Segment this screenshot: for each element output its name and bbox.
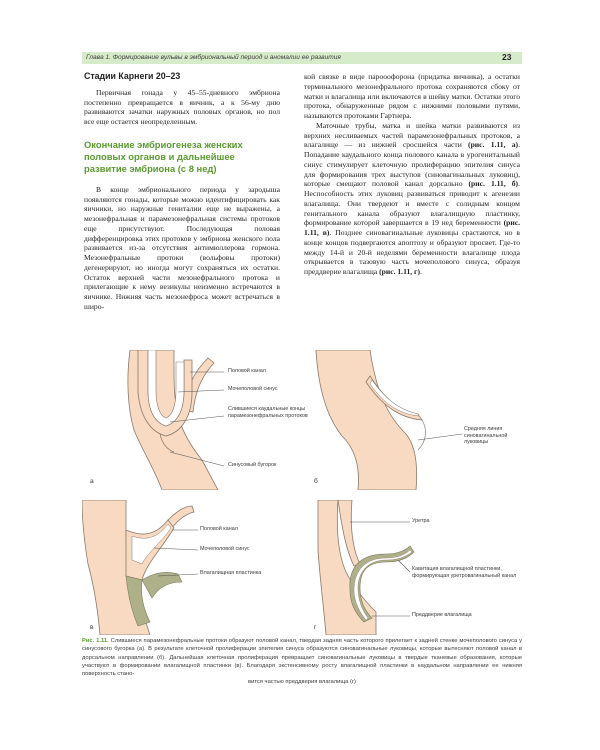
running-header-title: Глава 1. Формирование вульвы в эмбриональный период и аномалии ее развития [86, 54, 341, 61]
body-paragraph-2 [304, 121, 520, 277]
caption-text-tail: вится частью преддверия влагалища (г) [248, 679, 356, 686]
label-genital-canal: Половой канал [200, 526, 238, 532]
caption-figure-number: Рис. 1.11. [82, 638, 109, 644]
urethra-shape [338, 500, 360, 566]
right-text-column [304, 72, 520, 277]
leader-line [154, 548, 198, 550]
paragraph-text: . Попадание каудального конца полового канала в урогенитальный синус стимулирует клеточную пролиферацию эпителия синуса для формирования трех выступов (синовагинальных луковиц), которые смещают половой канал дорсально [304, 140, 520, 189]
paragraph-text: Маточные трубы, матка и шейка матки развиваются из верхних несливаемых частей парамезонефральных протоков, а влагалище — из нижней сросшейся части [304, 120, 520, 150]
continued-paragraph: кой связке в виде парооофорона (придатка яичника), а остатки терминального мезонефрального протока сохраняются сбоку от матки и влагалища или включаются в шейку матки. Остатки этого протока, обнаруженные рядом с нижними половыми путями, называются протоками Гартнера. [304, 72, 520, 120]
figure-reference[interactable]: (рис. 1.11, г) [379, 267, 421, 276]
figure-reference[interactable]: (рис. 1.11, б) [468, 179, 519, 189]
label-vaginal-plate: Влагалищная пластинка [200, 570, 262, 576]
label-urogenital-sinus: Мочеполовой синус [228, 386, 278, 392]
label-fused-paramesonephric-ends: Слившиеся каудальные концы парамезонефральных протоков [228, 406, 308, 419]
figure-caption [82, 637, 522, 687]
leader-line [398, 560, 410, 572]
sinovaginal-bulb-mark [418, 420, 425, 450]
paragraph-text: . Позднее синовагинальные луковицы срастаются, но в конце концов подвергаются апоптозу и образуют просвет. Где-то между 14-й и 20-й неделями беременности влагалище плода открывается в тазовую часть мочеполового синуса, образуя преддверие влагалища [304, 228, 521, 276]
body-paragraph: В конце эмбрионального периода у зародыша появляются гонады, которые можно идентифицировать как яичники, но наружные гениталии еще не выражены, а мезонефральная и парамезонефральная системы протоков еще присутствуют. Последующая половая дифференцировка этих протоков у эмбриона женского пола развивается из-за отсутствия антимюллерова гормона. Мезонефральные протоки (вольфовы протоки) дегенерируют, но иногда могут сохраняться их остатки. Остаток верхней части мезонефрального протока и прилегающие к нему везикулы неизменно встречаются в яичнике. Нижняя часть мезонефроса может встречаться в широ- [84, 184, 280, 311]
subsection-heading: Окончание эмбриогенеза женских половых органов и дальнейшее развитие эмбриона (с 8 нед) [84, 138, 243, 174]
urogenital-sinus-shape [316, 350, 417, 490]
label-urogenital-sinus: Мочеполовой синус [200, 546, 250, 552]
panel-letter-b: б [314, 478, 318, 485]
left-text-column [84, 72, 280, 312]
label-urethra: Уретра [412, 518, 430, 524]
caption-text: Слившиеся парамезонефральные протоки образуют половой канал, твердая задняя часть которого прилегает к задней стенке мочеполового синуса у синусового бугорка (а). В результате клеточной пролиферации эпителия синуса образуются синовагинальные луковицы, которые вытесняют половой канал в дорсальном направлении (б). Дальнейшая клеточная пролиферация превращает синовагинальные луковицы в твердые тканевые образования, которые участвуют в формировании влагалищной пластинки (в). Благодаря экстенсивному росту влагалищной пластинки в каудальном направлении ее нижняя поверхность стано- [82, 638, 522, 678]
panel-letter-d: г [314, 624, 317, 631]
figure-reference[interactable]: (рис. 1.11, а) [468, 140, 519, 150]
intro-paragraph: Первичная гонада у 45–55-дневного эмбриона постепенно превращается в яичник, а к 56-му дню развиваются зачатки наружных половых органов, но пол все еще остается неопределенным. [84, 87, 280, 126]
section-heading: Стадии Карнеги 20–23 [84, 71, 181, 81]
page-number: 23 [502, 52, 512, 62]
figure-panel-b [306, 350, 522, 490]
vaginal-plate-shape [142, 572, 182, 598]
panel-c-illustration [82, 500, 312, 635]
figure-panel-a [82, 350, 312, 490]
label-sinovaginal-midline: Средняя линия синовагинальной луковицы [464, 426, 508, 446]
figure-panel-d [306, 500, 522, 635]
paragraph-text: . [420, 267, 422, 276]
panel-b-illustration [306, 350, 522, 490]
leader-line [418, 434, 462, 440]
label-genital-canal: Половой канал [228, 368, 266, 374]
label-cavitation: Кавитация влагалищной пластинки, формирующая уретровагинальный канал [412, 566, 517, 579]
figure-panel-c [82, 500, 312, 635]
panel-letter-c: в [90, 624, 94, 631]
label-vaginal-vestibule: Преддверие влагалища [412, 612, 472, 618]
label-sinus-tubercle: Синусовый бугорок [228, 462, 277, 468]
panel-letter-a: а [90, 478, 94, 485]
figure-reference[interactable]: (рис. 1.11, в) [304, 218, 520, 237]
paragraph-text: . Неспособность этих луковиц развиваться приводит к агенезии влагалища. Они твердеют и вместе с солидным концом генитального канала образуют влагалищную пластинку, формирование которой завершается в 19 нед беременности [304, 179, 520, 228]
